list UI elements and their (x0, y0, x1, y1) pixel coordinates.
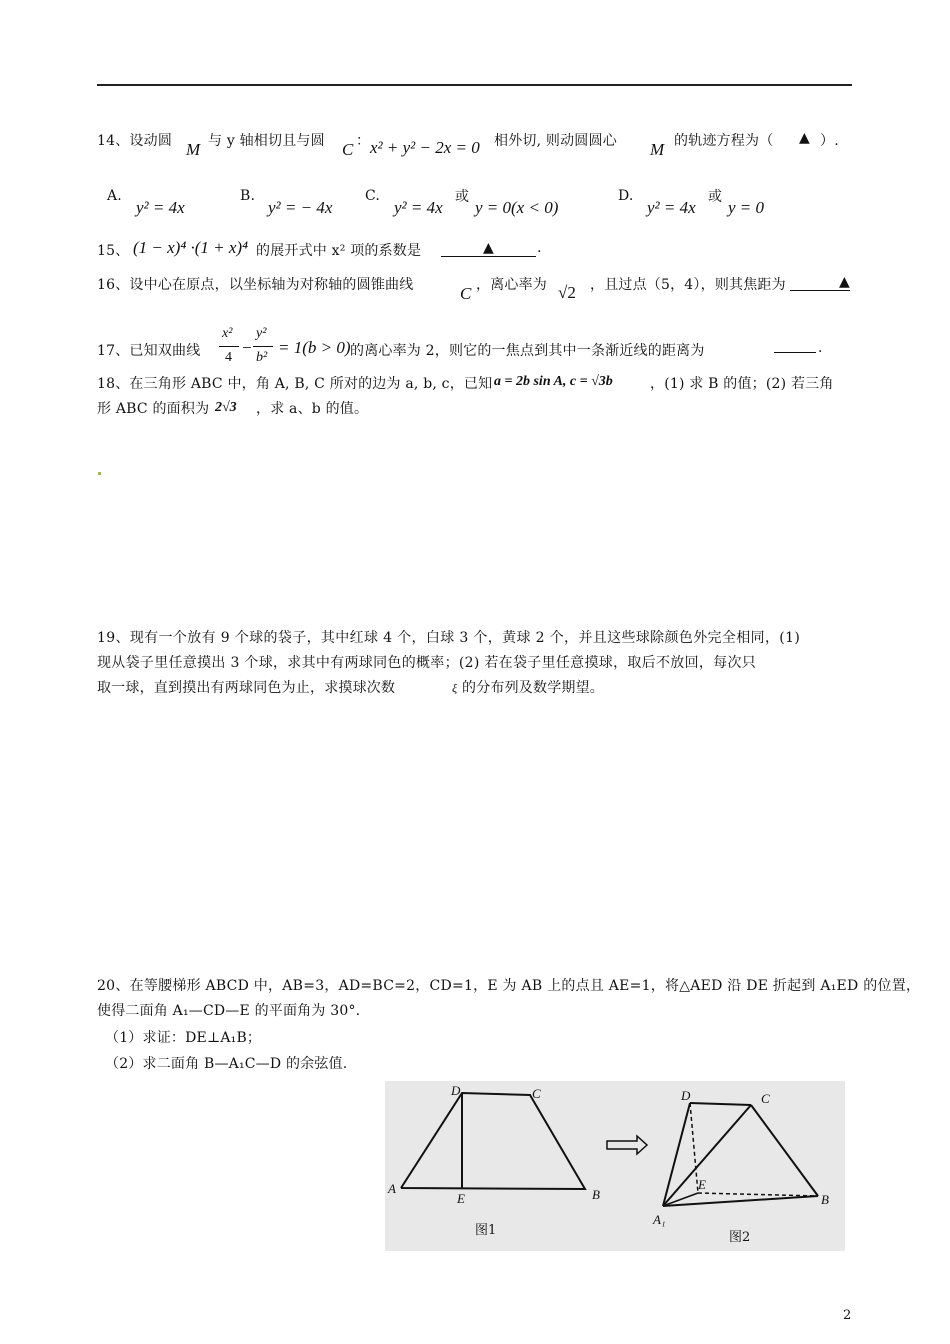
fig2-eb-dashed (698, 1193, 818, 1196)
q15-prefix: 15、 (97, 243, 130, 259)
q14-option-c-expr2: y = 0(x < 0) (475, 198, 559, 217)
fig2-caption: 图2 (729, 1230, 751, 1245)
q19-xi: ξ (452, 681, 458, 695)
q14-option-d-expr2: y = 0 (728, 198, 765, 217)
q16-sqrt: √2 (558, 283, 576, 302)
q14-option-c-expr: y² = 4x (394, 198, 443, 217)
q19-line2: 现从袋子里任意摸出 3 个球，求其中有两球同色的概率；(2) 若在袋子里任意摸球，取后不放回，每次只 (97, 655, 757, 671)
q17-fraction1-bar (219, 346, 239, 347)
fig1-trapezoid (401, 1093, 585, 1189)
q17-prefix: 17、已知双曲线 (97, 343, 201, 359)
q14-option-d-label: D. (618, 188, 634, 204)
fig1-label-d: D (451, 1083, 461, 1098)
q18-line1-b: ，(1) 求 B 的值；(2) 若三角 (650, 376, 834, 392)
q17-fraction2-den: b² (256, 350, 268, 365)
right-arrow-icon (607, 1136, 647, 1154)
q17-rest: = 1(b > 0) (278, 338, 351, 357)
fig2-de-dashed (690, 1103, 698, 1193)
q14-option-c-or: 或 (455, 189, 470, 205)
fig1-label-e: E (457, 1191, 465, 1206)
q14-answer-triangle: ▲ (799, 130, 810, 146)
q15-text: 的展开式中 x² 项的系数是 (256, 243, 422, 259)
q17-suffix: . (818, 340, 823, 356)
q14-option-d-or: 或 (708, 189, 723, 205)
q16-answer-triangle: ▲ (839, 274, 850, 290)
q15-answer-blank (441, 240, 536, 257)
fig1-label-a: A (388, 1181, 396, 1196)
q17-fraction2-num: y² (256, 326, 267, 341)
header-rule (97, 84, 852, 86)
fig2-label-a1: A₁ (653, 1212, 666, 1227)
q18-area: 2√3 (215, 400, 237, 415)
q20-figure (385, 1081, 845, 1251)
q20-line2: 使得二面角 A₁—CD—E 的平面角为 30°. (97, 1003, 361, 1019)
fig2-label-b: B (821, 1192, 829, 1207)
q19-line3-b: 的分布列及数学期望。 (462, 680, 604, 696)
fig2-cb (751, 1105, 818, 1196)
q14-var-c: C (342, 140, 354, 159)
fig2-label-e: E (698, 1177, 706, 1192)
q14-equation: x² + y² − 2x = 0 (370, 138, 480, 157)
q20-sub2: （2）求二面角 B—A₁C—D 的余弦值. (105, 1056, 348, 1072)
stray-dot (98, 472, 101, 475)
fig1-label-b: B (592, 1187, 600, 1202)
q14-colon: ： (356, 133, 371, 149)
q16-text1: ，离心率为 (476, 277, 547, 293)
q17-fraction1-den: 4 (225, 350, 232, 365)
q14-var-m2: M (650, 140, 665, 159)
fig2-label-d: D (681, 1088, 691, 1103)
fig1-caption: 图1 (475, 1223, 497, 1238)
q14-option-c-label: C. (365, 188, 381, 204)
q14-option-a-expr: y² = 4x (136, 198, 185, 217)
q15-expression: (1 − x)⁴ ·(1 + x)⁴ (133, 238, 248, 257)
q18-condition: a = 2b sin A, c = √3b (494, 374, 613, 389)
q20-sub1: （1）求证：DE⊥A₁B； (105, 1030, 262, 1046)
q20-line1: 20、在等腰梯形 ABCD 中，AB=3，AD=BC=2，CD=1，E 为 AB 上的点且 AE=1，将△AED 沿 DE 折起到 A₁ED 的位置， (97, 978, 921, 994)
q16-var-c: C (460, 284, 472, 303)
q14-option-d-expr: y² = 4x (647, 198, 696, 217)
q14-var-m: M (186, 140, 201, 159)
q14-prefix: 14、设动圆 (97, 133, 173, 149)
q17-minus: − (242, 338, 252, 357)
q17-answer-blank (774, 352, 816, 353)
q18-line2-b: ，求 a、b 的值。 (256, 401, 369, 417)
q17-fraction1-num: x² (222, 326, 233, 341)
q14-text1: 与 y 轴相切且与圆 (208, 133, 325, 149)
q17-fraction2-bar (253, 346, 273, 347)
q17-text: 的离心率为 2，则它的一焦点到其中一条渐近线的距离为 (350, 343, 705, 359)
q14-text4: ）. (820, 133, 839, 149)
q19-line1: 19、现有一个放有 9 个球的袋子，其中红球 4 个，白球 3 个，黄球 2 个，并且这些球除颜色外完全相同，(1) (97, 630, 801, 646)
q16-answer-blank (790, 274, 850, 291)
q14-text2: 相外切, 则动圆圆心 (494, 133, 617, 149)
fig1-label-c: C (532, 1086, 541, 1101)
q19-line3-a: 取一球，直到摸出有两球同色为止，求摸球次数 (97, 680, 396, 696)
q20-figure-svg (385, 1081, 845, 1251)
fig2-dc (690, 1103, 751, 1105)
q18-line2-a: 形 ABC 的面积为 (97, 401, 210, 417)
fig2-label-c: C (761, 1091, 770, 1106)
q16-text2: ，且过点（5，4），则其焦距为 (590, 277, 786, 293)
q14-text3: 的轨迹方程为（ (674, 133, 774, 149)
q14-option-a-label: A. (107, 188, 122, 204)
page-number: 2 (843, 1308, 852, 1323)
q18-line1-a: 18、在三角形 ABC 中，角 A, B, C 所对的边为 a, b, c，已知 (97, 376, 493, 392)
q15-suffix: . (537, 240, 542, 256)
q14-option-b-label: B. (240, 188, 256, 204)
q16-prefix: 16、设中心在原点，以坐标轴为对称轴的圆锥曲线 (97, 277, 414, 293)
q14-option-b-expr: y² = − 4x (268, 198, 333, 217)
q14-line (97, 130, 172, 150)
q15-answer-triangle: ▲ (483, 240, 494, 256)
